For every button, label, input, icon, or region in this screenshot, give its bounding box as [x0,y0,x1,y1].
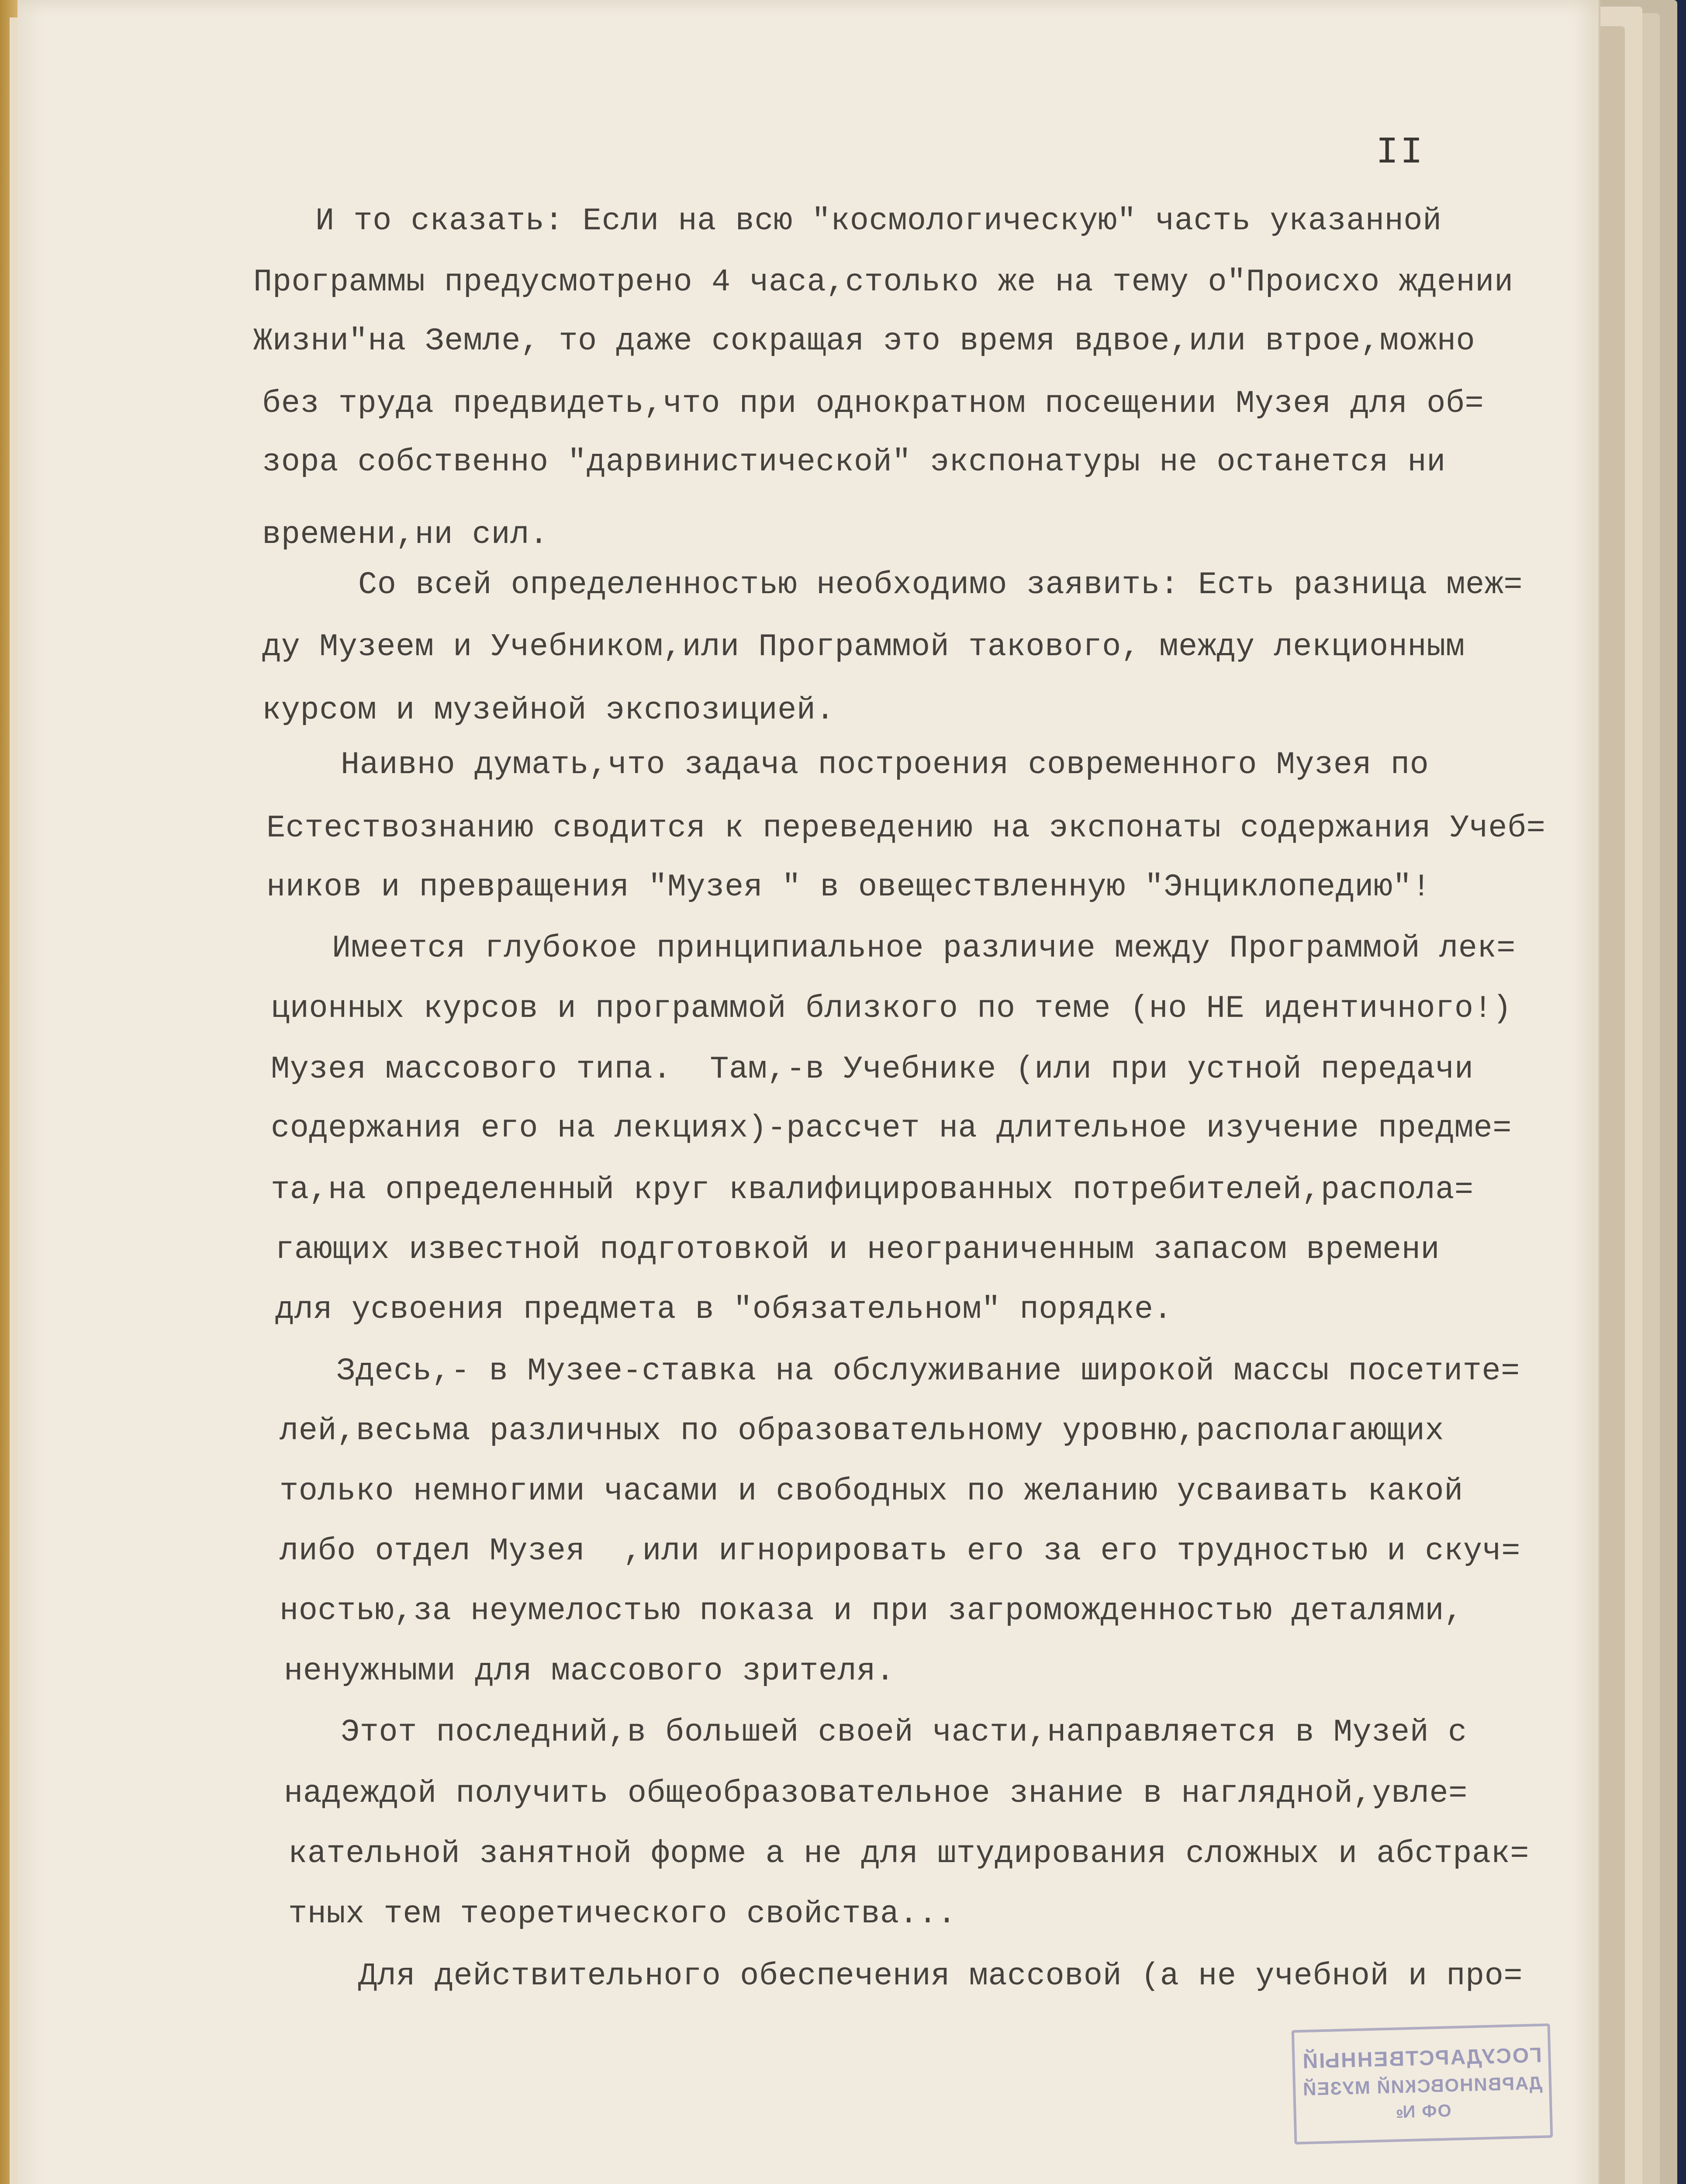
text-line: Музея массового типа. Там,-в Учебнике (или при устной передачи [271,1051,1474,1087]
text-line: ционных курсов и программой близкого по теме (но НЕ идентичного!) [271,991,1512,1026]
text-line: тных тем теоретического свойства... [288,1896,957,1932]
text-line: ненужными для массового зрителя. [284,1653,895,1689]
text-line: Со всей определенностью необходимо заявить: Есть разница меж= [358,567,1523,603]
text-line: лей,весьма различных по образовательному уровню,располагающих [280,1413,1444,1449]
text-line: кательной занятной форме а не для штудирования сложных и абстрак= [288,1836,1529,1872]
text-line: Этот последний,в большей своей части,направляется в Музей с [341,1714,1467,1750]
text-line: только немногими часами и свободных по желанию усваивать какой [280,1473,1463,1509]
text-line: Наивно думать,что задача построения современного Музея по [341,747,1429,783]
typewritten-page [17,0,1600,2184]
text-line: надеждой получить общеобразовательное знание в наглядной,увле= [284,1776,1468,1811]
archive-stamp [1292,2023,1553,2144]
text-line: Программы предусмотрено 4 часа,столько же на тему о"Происхо ждении [253,264,1513,300]
stamp-line: ДАРВИНОВСКИЙ МУЗЕЙ [1302,2072,1543,2100]
stamp-line: ГОСУДАРСТВЕННЫЙ [1301,2043,1542,2073]
text-line: Имеется глубокое принципиальное различие между Программой лек= [332,930,1516,966]
text-line: ду Музеем и Учебником,или Программой такового, между лекционным [262,629,1465,665]
text-line: без труда предвидеть,что при однократном посещении Музея для об= [262,386,1484,422]
text-line: времени,ни сил. [262,517,549,553]
text-line: Естествознанию сводится к переведению на экспонаты содержания Учеб= [266,810,1546,846]
text-line: Здесь,- в Музее-ставка на обслуживание широкой массы посетите= [336,1353,1520,1389]
text-line: либо отдел Музея ,или игнорировать его за его трудностью и скуч= [280,1533,1520,1569]
text-line: зора собственно "дарвинистической" экспонатуры не останется ни [262,444,1446,480]
text-line: гающих известной подготовкой и неограниченным запасом времени [275,1232,1440,1268]
text-line: Жизни"на Земле, то даже сокращая это время вдвое,или втрое,можно [253,323,1475,359]
text-line: ностью,за неумелостью показа и при загроможденностью деталями, [280,1593,1463,1629]
stamp-line: ОФ № [1394,2101,1451,2122]
text-line: И то сказать: Если на всю "космологическую" часть указанной [315,203,1442,239]
text-line: курсом и музейной экспозицией. [262,692,835,728]
text-line: та,на определенный круг квалифицированных потребителей,распола= [271,1172,1474,1208]
text-line: ников и превращения "Музея " в овеществленную "Энциклопедию"! [266,869,1431,905]
page-number: II [1376,131,1425,174]
text-line: для усвоения предмета в "обязательном" порядке. [275,1292,1173,1327]
text-line: содержания его на лекциях)-рассчет на длительное изучение предме= [271,1110,1512,1146]
text-line: Для действительного обеспечения массовой (а не учебной и про= [358,1958,1523,1994]
